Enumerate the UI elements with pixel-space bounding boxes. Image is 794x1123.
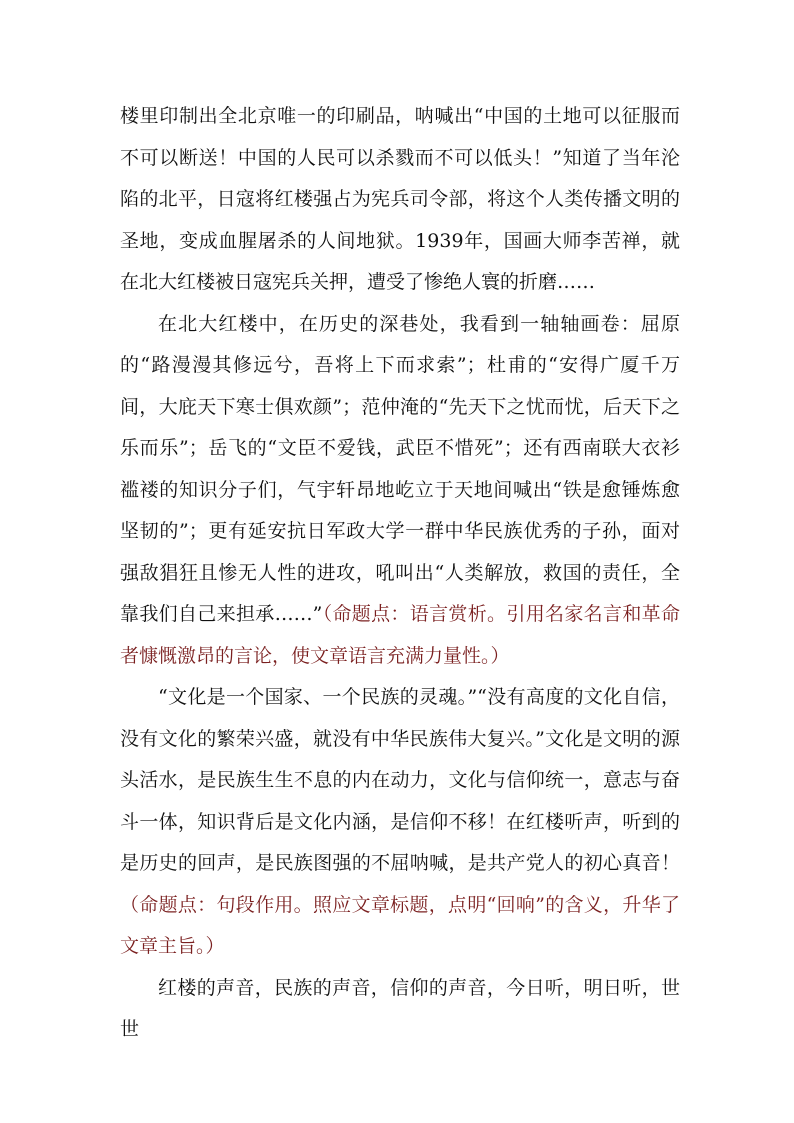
- paragraph-3-annotation: （命题点：句段作用。照应文章标题，点明“回响”的含义，升华了文章主旨。）: [120, 893, 680, 957]
- article-body: [120, 96, 680, 1051]
- paragraph-3: [120, 677, 680, 968]
- paragraph-1-text: 楼里印制出全北京唯一的印刷品，呐喊出“中国的土地可以征服而不可以断送！中国的人民可以杀戮而不可以低头！”知道了当年沦陷的北平，日寇将红楼强占为宪兵司令部，将这个人类传播文明的圣地，变成血腥屠杀的人间地狱。1939年，国画大师李苦禅，就在北大红楼被日寇宪兵关押，遭受了惨绝人寰的折磨……: [120, 105, 680, 293]
- paragraph-2-annotation: （命题点：语言赏析。引用名家名言和革命者慷慨激昂的言论，使文章语言充满力量性。）: [120, 603, 680, 667]
- paragraph-2: [120, 304, 680, 678]
- paragraph-3-text: “文化是一个国家、一个民族的灵魂。”“没有高度的文化自信，没有文化的繁荣兴盛，就没有中华民族伟大复兴。”文化是文明的源头活水，是民族生生不息的内在动力，文化与信仰统一，意志与奋斗一体，知识背后是文化内涵，是信仰不移！在红楼听声，听到的是历史的回声，是民族图强的不屈呐喊，是共产党人的初心真音！: [120, 686, 680, 874]
- paragraph-2-text: 在北大红楼中，在历史的深巷处，我看到一轴轴画卷：屈原的“路漫漫其修远兮，吾将上下而求索”；杜甫的“安得广厦千万间，大庇天下寒士俱欢颜”；范仲淹的“先天下之忧而忧，后天下之乐而乐”；岳飞的“文臣不爱钱，武臣不惜死”；还有西南联大衣衫褴褛的知识分子们，气宇轩昂地屹立于天地间喊出“铁是愈锤炼愈坚韧的”；更有延安抗日军政大学一群中华民族优秀的子孙，面对强敌猖狂且惨无人性的进攻，吼叫出“人类解放，救国的责任，全靠我们自己来担承……”: [120, 312, 680, 625]
- paragraph-4-text: 红楼的声音，民族的声音，信仰的声音，今日听，明日听，世世: [120, 976, 680, 1040]
- paragraph-4: [120, 968, 680, 1051]
- paragraph-1: [120, 96, 680, 304]
